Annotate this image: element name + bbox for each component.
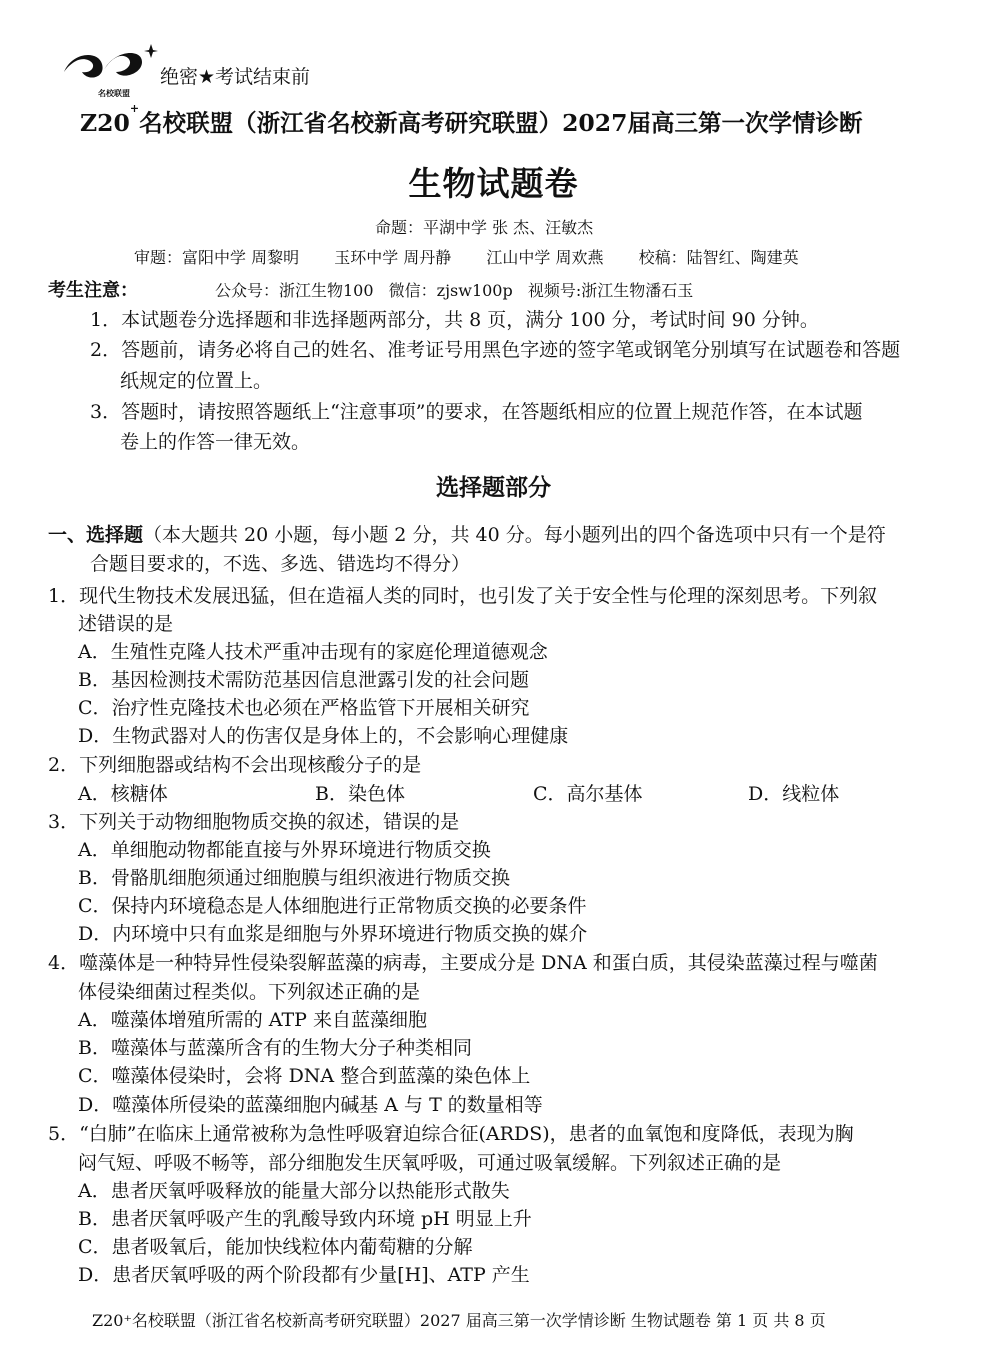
notice-item-1: 1．本试题卷分选择题和非选择题两部分，共 8 页，满分 100 分，考试时间 90 分钟。 (90, 309, 819, 331)
reviewer-1: 审题：富阳中学 周黎明 (134, 248, 300, 267)
q4-option-c: C．噬藻体侵染时，会将 DNA 整合到蓝藻的染色体上 (78, 1065, 531, 1087)
authors-line: 命题：平湖中学 张 杰、汪敏杰 (375, 218, 594, 237)
reviewer-3: 江山中学 周欢燕 (486, 248, 604, 267)
q4-option-d: D．噬藻体所侵染的蓝藻细胞内碱基 A 与 T 的数量相等 (78, 1094, 543, 1116)
q2-option-a: A．核糖体 (78, 783, 168, 805)
q4-option-a: A．噬藻体增殖所需的 ATP 来自蓝藻细胞 (78, 1009, 427, 1031)
q3-option-d: D．内环境中只有血浆是细胞与外界环境进行物质交换的媒介 (78, 923, 588, 945)
notice-item-3: 3．答题时，请按照答题纸上“注意事项”的要求，在答题纸相应的位置上规范作答，在本试题 (90, 401, 863, 423)
q5-option-b: B．患者厌氧呼吸产生的乳酸导致内环境 pH 明显上升 (78, 1208, 532, 1230)
notice-item-2-cont: 纸规定的位置上。 (120, 370, 273, 392)
q3-option-a: A．单细胞动物都能直接与外界环境进行物质交换 (78, 839, 491, 861)
logo-text: 名校联盟 (98, 89, 130, 98)
section-title: 选择题部分 (436, 475, 551, 501)
part-label: 一、选择题 (48, 524, 144, 546)
q5-option-d: D．患者厌氧呼吸的两个阶段都有少量[H]、ATP 产生 (78, 1264, 530, 1286)
notice-info-3: 视频号:浙江生物潘石玉 (527, 281, 694, 300)
proofreaders: 校稿：陆智红、陶建英 (638, 248, 799, 267)
notice-info-1: 公众号：浙江生物100 (215, 281, 374, 300)
q5-option-a: A．患者厌氧呼吸释放的能量大部分以热能形式散失 (78, 1180, 510, 1202)
notice-label: 考生注意： (48, 280, 138, 301)
q1-option-c: C．治疗性克隆技术也必须在严格监管下开展相关研究 (78, 697, 530, 719)
q2-stem: 2．下列细胞器或结构不会出现核酸分子的是 (48, 754, 422, 776)
q5-stem-cont: 闷气短、呼吸不畅等，部分细胞发生厌氧呼吸，可通过吸氧缓解。下列叙述正确的是 (78, 1152, 782, 1174)
q1-stem: 1．现代生物技术发展迅猛，但在造福人类的同时，也引发了关于安全性与伦理的深刻思考。下列叙 (48, 585, 878, 607)
page-footer: Z20⁺名校联盟（浙江省名校新高考研究联盟）2027 届高三第一次学情诊断 生物试题卷 第 1 页 共 8 页 (92, 1311, 826, 1330)
notice-info (215, 278, 703, 301)
notice-item-2: 2．答题前，请务必将自己的姓名、准考证号用黑色字迹的签字笔或钢笔分别填写在试题卷和答题 (90, 339, 901, 361)
q4-stem-cont: 体侵染细菌过程类似。下列叙述正确的是 (78, 981, 421, 1003)
part-desc: （本大题共 20 小题，每小题 2 分，共 40 分。每小题列出的四个备选项中只有一个是符 (143, 524, 886, 546)
q1-option-a: A．生殖性克隆人技术严重冲击现有的家庭伦理道德观念 (78, 641, 548, 663)
q1-stem-cont: 述错误的是 (78, 613, 174, 635)
part-desc-cont: 合题目要求的，不选、多选、错选均不得分） (90, 553, 471, 575)
reviewers-line (134, 245, 829, 268)
q2-option-b: B．染色体 (315, 783, 405, 805)
q1-option-b: B．基因检测技术需防范基因信息泄露引发的社会问题 (78, 669, 529, 691)
part-heading (48, 520, 886, 547)
q2-option-d: D．线粒体 (748, 783, 840, 805)
page-title: 生物试题卷 (408, 164, 579, 203)
q4-stem: 4．噬藻体是一种特异性侵染裂解蓝藻的病毒，主要成分是 DNA 和蛋白质，其侵染蓝藻过程与噬菌 (48, 952, 878, 974)
reviewer-2: 玉环中学 周丹静 (334, 248, 452, 267)
logo-swirl-icon (58, 42, 158, 90)
q2-option-c: C．高尔基体 (533, 783, 643, 805)
q3-stem: 3．下列关于动物细胞物质交换的叙述，错误的是 (48, 811, 460, 833)
q4-option-b: B．噬藻体与蓝藻所含有的生物大分子种类相同 (78, 1037, 472, 1059)
q1-option-d: D．生物武器对人的伤害仅是身体上的，不会影响心理健康 (78, 725, 569, 747)
q3-option-b: B．骨骼肌细胞须通过细胞膜与组织液进行物质交换 (78, 867, 510, 889)
logo (58, 42, 158, 102)
exam-header-title: Z20+名校联盟（浙江省名校新高考研究联盟）2027届高三第一次学情诊断 (80, 102, 863, 137)
notice-info-2: 微信：zjsw100p (388, 281, 513, 300)
notice-item-3-cont: 卷上的作答一律无效。 (120, 431, 311, 453)
confidential-label: 绝密★考试结束前 (160, 66, 311, 88)
q3-option-c: C．保持内环境稳态是人体细胞进行正常物质交换的必要条件 (78, 895, 587, 917)
q5-option-c: C．患者吸氧后，能加快线粒体内葡萄糖的分解 (78, 1236, 473, 1258)
q5-stem: 5．“白肺”在临床上通常被称为急性呼吸窘迫综合征(ARDS)，患者的血氧饱和度降低，表现为胸 (48, 1123, 854, 1145)
